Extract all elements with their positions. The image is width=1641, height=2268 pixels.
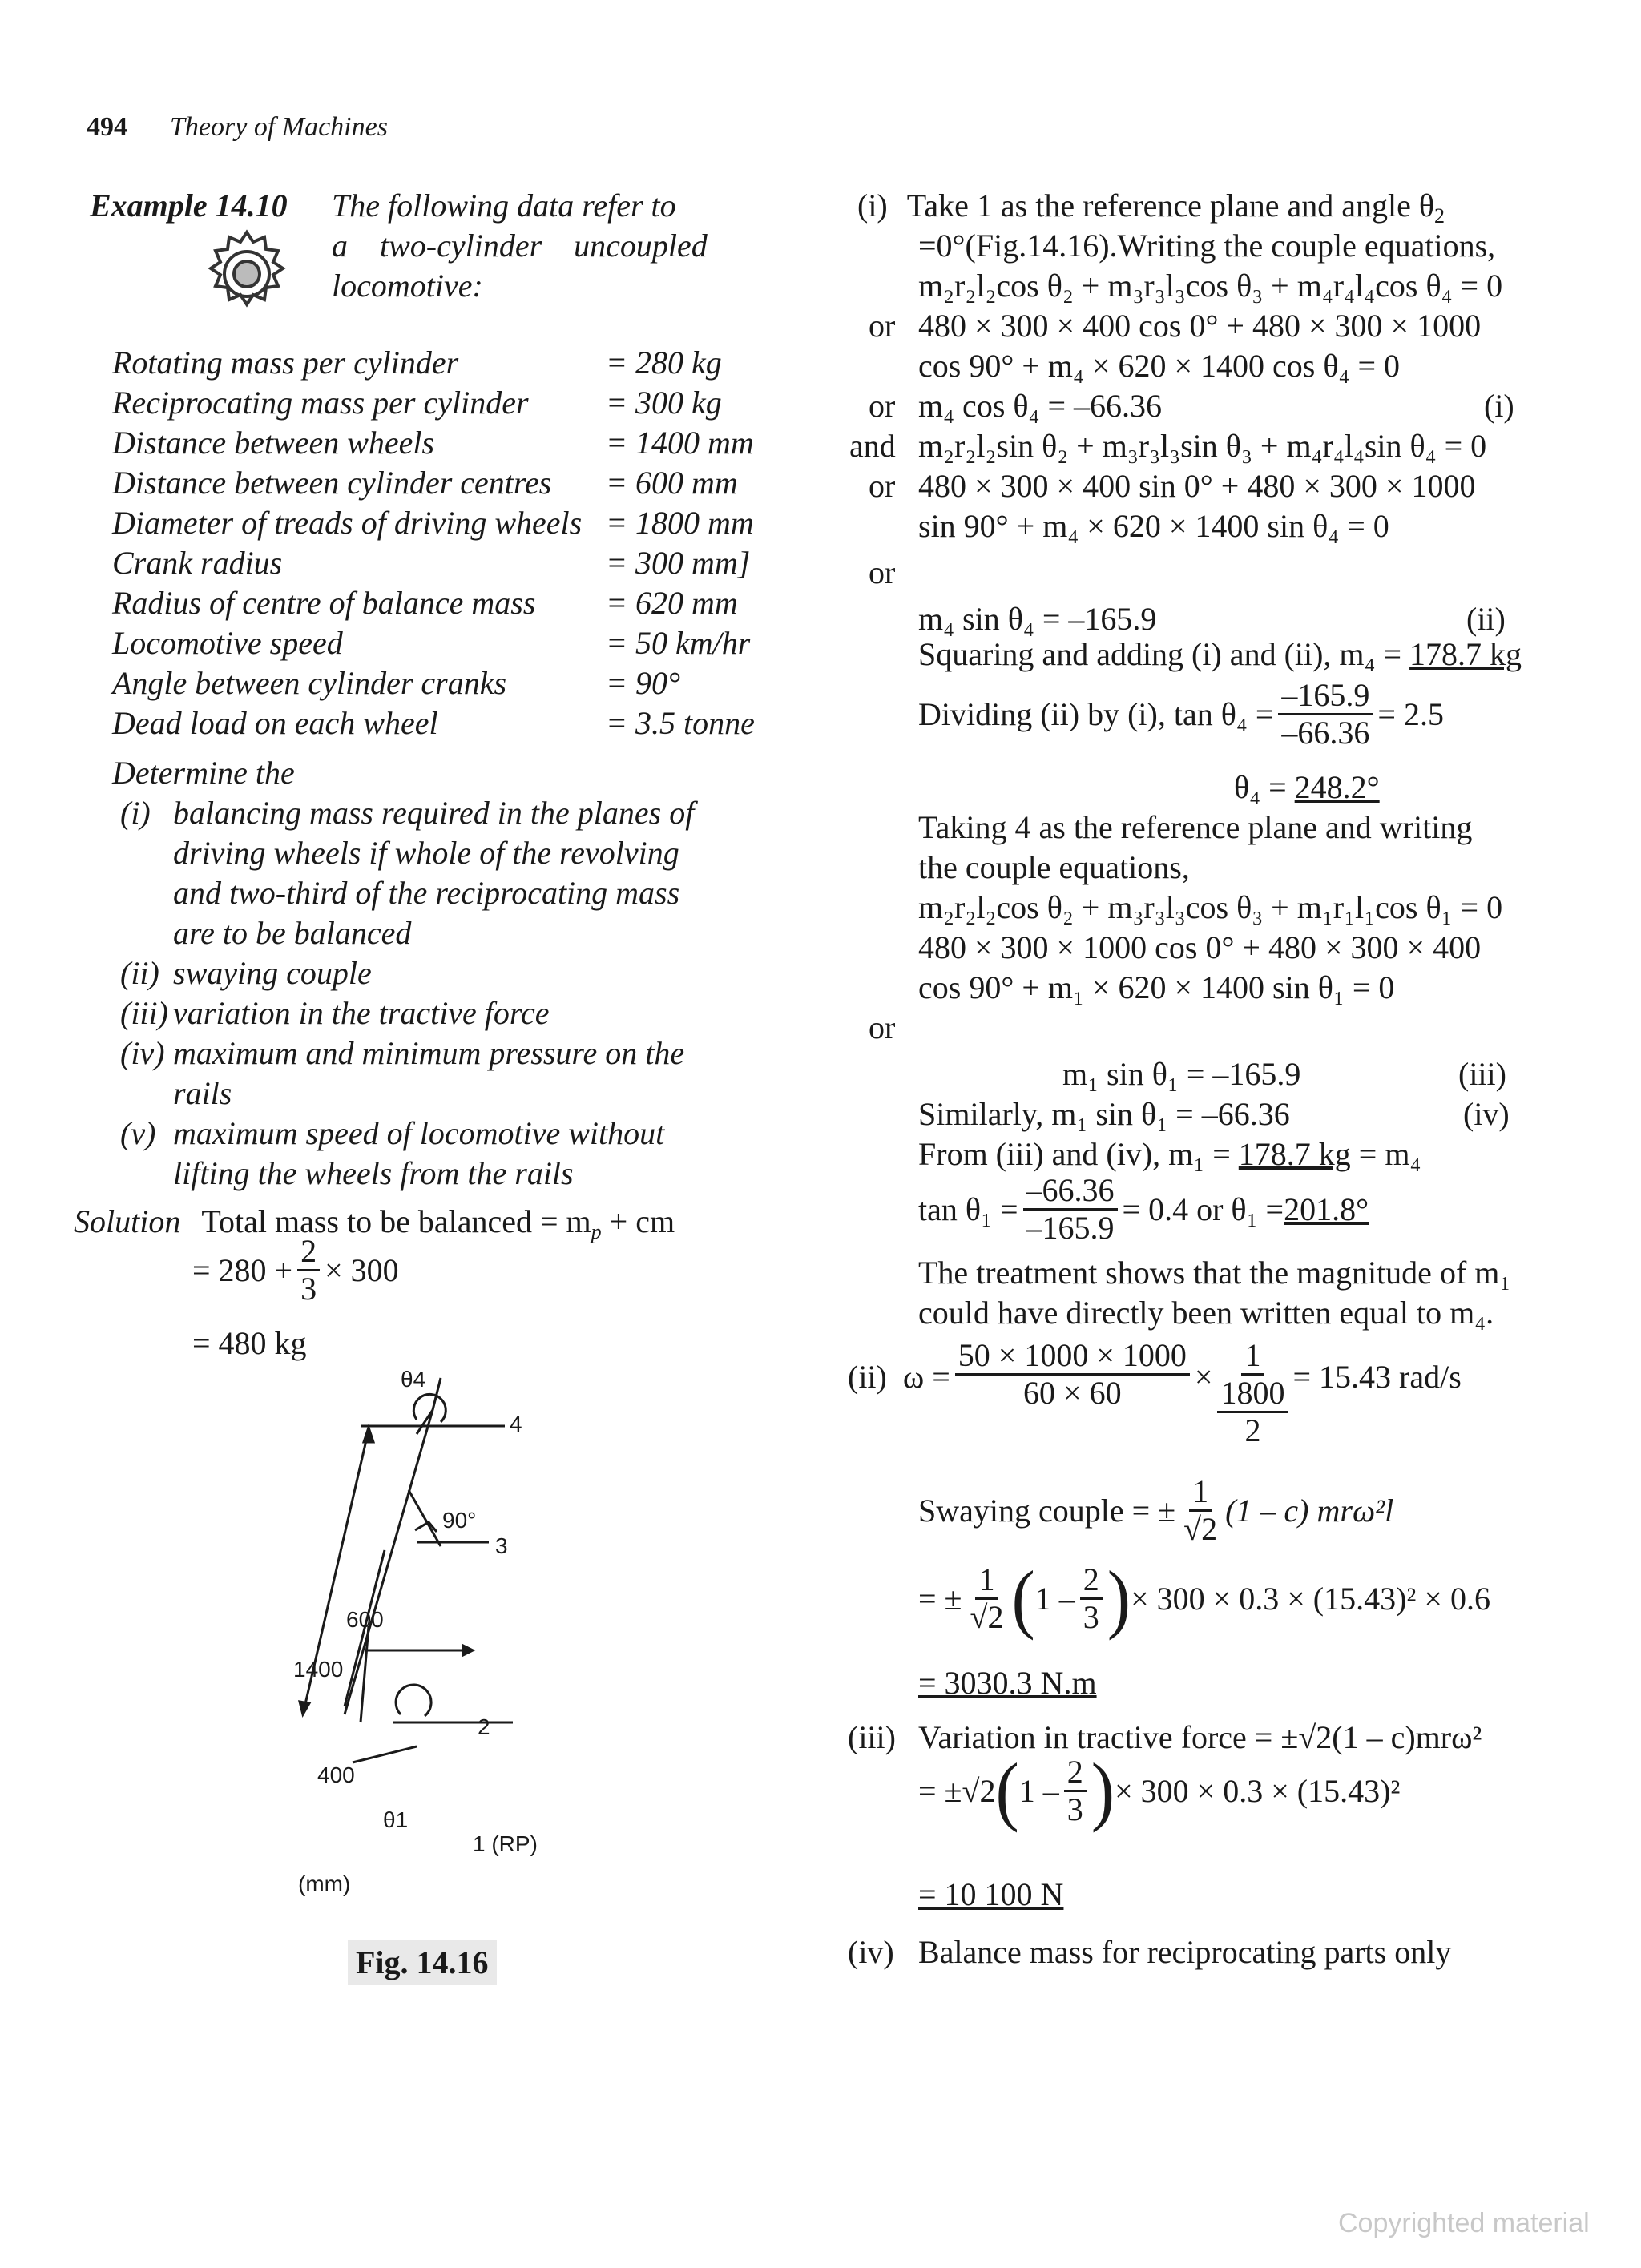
right-l7: m₂r₂l₂sin θ₂ + m₃r₃l₃sin θ₃ + m₄r₄l₄sin θ₄ = 0	[918, 428, 1487, 464]
data-row-value: = 50 km/hr	[606, 625, 751, 661]
right-l7-and: and	[849, 428, 896, 464]
right-l23-row	[918, 1134, 1421, 1174]
tan1-fraction	[1023, 1173, 1118, 1246]
label-theta4: θ4	[401, 1367, 426, 1392]
label-theta1: θ1	[383, 1807, 409, 1832]
bracket-open: (	[995, 1747, 1019, 1834]
data-row-name: Diameter of treads of driving wheels	[112, 505, 583, 541]
solution-line-3: = 480 kg	[192, 1325, 307, 1361]
example-intro-2: a two-cylinder uncoupled	[332, 228, 708, 264]
right-l10-or: or	[869, 554, 896, 590]
data-row-value: = 600 mm	[606, 465, 738, 501]
data-row-value: = 300 kg	[606, 385, 722, 421]
question-number: (i)	[120, 795, 151, 831]
right-l20-or: or	[869, 1009, 896, 1045]
frac-num: 2	[297, 1234, 320, 1271]
frac-num: –66.36	[1023, 1173, 1118, 1211]
right-l4-or: or	[869, 308, 896, 344]
right-iv-num: (iv)	[848, 1934, 894, 1970]
l13-pre: Dividing (ii) by (i), tan θ₄ =	[918, 695, 1274, 732]
right-omega-row	[848, 1338, 1462, 1448]
data-row-name: Angle between cylinder cranks	[112, 665, 507, 701]
right-l13-row	[918, 678, 1444, 751]
bracket-close: )	[1091, 1747, 1115, 1834]
omega-post: = 15.43 rad/s	[1292, 1359, 1462, 1395]
right-l5: cos 90° + m₄ × 620 × 1400 cos θ₄ = 0	[918, 348, 1401, 384]
right-l15: Taking 4 as the reference plane and writing	[918, 809, 1473, 845]
right-l17: m₂r₂l₂cos θ₂ + m₃r₃l₃cos θ₃ + m₁r₁l₁cos θ₁ = 0	[918, 889, 1503, 925]
l24-pre: tan θ₁ =	[918, 1190, 1018, 1227]
frac-num: 1	[1241, 1338, 1264, 1376]
right-l24-row	[918, 1173, 1369, 1246]
question-number: (ii)	[120, 955, 159, 991]
crank-3	[409, 1490, 441, 1546]
label-plane-2: 2	[478, 1714, 490, 1739]
right-l26: could have directly been written equal to m₄.	[918, 1295, 1494, 1331]
example-label: Example 14.10	[90, 187, 288, 224]
question-line: swaying couple	[173, 955, 372, 991]
axle-line	[345, 1410, 433, 1714]
l1-text: Take 1 as the reference plane and angle θ	[906, 187, 1434, 224]
right-iii: Variation in tractive force = ±√2(1 – c)mrω²	[918, 1719, 1482, 1755]
example-intro-1: The following data refer to	[332, 187, 676, 224]
right-l8-or: or	[869, 468, 896, 504]
question-line: lifting the wheels from the rails	[173, 1155, 574, 1191]
l1-sub: 2	[1434, 204, 1445, 228]
data-row-value: = 3.5 tonne	[606, 705, 755, 741]
label-400: 400	[317, 1762, 355, 1787]
right-l22: Similarly, m₁ sin θ₁ = –66.36	[918, 1096, 1290, 1132]
right-angle	[415, 1522, 437, 1532]
solution-fraction	[297, 1234, 320, 1307]
page-number: 494	[87, 112, 127, 142]
data-row-name: Radius of centre of balance mass	[112, 585, 536, 621]
label-plane-1: 1 (RP)	[473, 1831, 538, 1856]
iii2-in-pre: 1 –	[1018, 1772, 1059, 1809]
question-line: variation in the tractive force	[173, 995, 550, 1031]
omega-fraction-1	[955, 1338, 1190, 1411]
right-l12-row	[918, 634, 1522, 675]
l23-post: = m₄	[1350, 1136, 1421, 1172]
eq-tag-i: (i)	[1484, 388, 1514, 424]
data-row-name: Reciprocating mass per cylinder	[112, 385, 529, 421]
right-l25: The treatment shows that the magnitude of m₁	[918, 1255, 1511, 1291]
label-600: 600	[346, 1607, 384, 1632]
frac-num: 1	[1189, 1474, 1212, 1512]
determine-text: Determine the	[112, 755, 295, 791]
question-line: rails	[173, 1075, 232, 1111]
data-row-name: Crank radius	[112, 545, 283, 581]
example-intro-3: locomotive:	[332, 268, 483, 304]
sway2-post: × 300 × 0.3 × (15.43)² × 0.6	[1131, 1580, 1490, 1617]
omega-fraction-2	[1217, 1338, 1288, 1448]
sway2-in-fraction	[1080, 1562, 1103, 1635]
right-l1-row	[857, 186, 1445, 236]
data-row-value: = 300 mm]	[606, 545, 751, 581]
figure-14-16	[272, 1362, 593, 1811]
watermark: Copyrighted material	[1338, 2208, 1590, 2238]
arrow-2	[463, 1646, 473, 1655]
frac-den: 3	[1066, 1791, 1083, 1827]
solution-line-2	[192, 1234, 399, 1307]
right-l19: cos 90° + m₁ × 620 × 1400 sin θ₁ = 0	[918, 969, 1395, 1005]
right-sway2-row	[918, 1555, 1490, 1642]
right-l9: sin 90° + m₄ × 620 × 1400 sin θ₄ = 0	[918, 508, 1389, 544]
frac-den: 60 × 60	[1023, 1375, 1122, 1411]
l13-post: = 2.5	[1377, 695, 1444, 732]
theta1-result: 201.8°	[1284, 1190, 1369, 1227]
frac-den-2: 2	[1244, 1412, 1261, 1448]
label-plane-3: 3	[495, 1533, 508, 1558]
question-line: maximum speed of locomotive without	[173, 1115, 665, 1151]
right-iii-num: (iii)	[848, 1719, 896, 1755]
tan4-fraction	[1278, 678, 1373, 751]
data-row-value: = 1400 mm	[606, 425, 754, 461]
right-l14-row	[1234, 767, 1380, 808]
gear-icon	[199, 226, 295, 322]
l12-text: Squaring and adding (i) and (ii), m₄ =	[918, 636, 1410, 672]
frac-den: 3	[300, 1271, 317, 1307]
right-l6: m₄ cos θ₄ = –66.36	[918, 388, 1163, 424]
arc-theta1	[396, 1685, 431, 1716]
running-title: Theory of Machines	[170, 112, 388, 142]
right-l3: m₂r₂l₂cos θ₂ + m₃r₃l₃cos θ₃ + m₄r₄l₄cos θ₄ = 0	[918, 268, 1503, 304]
eq-tag-ii: (ii)	[1466, 601, 1506, 637]
data-row-name: Locomotive speed	[112, 625, 343, 661]
solution-l2-post: × 300	[325, 1251, 399, 1288]
data-row-name: Distance between wheels	[112, 425, 435, 461]
num-ii: (ii)	[848, 1359, 887, 1395]
frac-den: 1800	[1217, 1376, 1288, 1413]
data-row-name: Rotating mass per cylinder	[112, 344, 459, 381]
frac-den: –165.9	[1026, 1210, 1115, 1246]
frac-num: 2	[1080, 1562, 1103, 1600]
right-l4: 480 × 300 × 400 cos 0° + 480 × 300 × 1000	[918, 308, 1482, 344]
question-number: (v)	[120, 1115, 156, 1151]
iii2-pre: = ±√2	[918, 1772, 996, 1809]
question-number: (iii)	[120, 995, 168, 1031]
sway-post: (1 – c) mrω²l	[1225, 1492, 1394, 1529]
label-plane-4: 4	[510, 1412, 522, 1436]
right-l21: m₁ sin θ₁ = –165.9	[1062, 1056, 1301, 1092]
right-l11: m₄ sin θ₄ = –165.9	[918, 601, 1157, 637]
eq-tag-iv: (iv)	[1463, 1096, 1510, 1132]
omega-times: ×	[1194, 1359, 1213, 1395]
right-sway-row	[918, 1474, 1393, 1547]
solution-end: + cm	[601, 1203, 675, 1239]
eq-tag-iii: (iii)	[1458, 1056, 1506, 1092]
sway2-in-pre: 1 –	[1034, 1580, 1075, 1617]
solution-label: Solution	[74, 1203, 181, 1239]
sway2-fraction	[967, 1562, 1007, 1635]
right-l6-or: or	[869, 388, 896, 424]
omega-pre: ω =	[902, 1359, 950, 1395]
iii2-fraction	[1064, 1754, 1087, 1827]
bracket-open: (	[1011, 1555, 1035, 1642]
data-row-value: = 1800 mm	[606, 505, 754, 541]
sway-pre: Swaying couple = ±	[918, 1492, 1176, 1529]
data-row-name: Dead load on each wheel	[112, 705, 438, 741]
label-unit: (mm)	[298, 1871, 351, 1896]
right-iii3: = 10 100 N	[918, 1876, 1064, 1912]
sway-fraction	[1180, 1474, 1220, 1547]
l23-pre: From (iii) and (iv), m₁ =	[918, 1136, 1239, 1172]
frac-den: √2	[1183, 1511, 1218, 1547]
question-line: maximum and minimum pressure on the	[173, 1035, 685, 1071]
sway2-pre: = ±	[918, 1580, 962, 1617]
solution-l2-pre: = 280 +	[192, 1251, 293, 1288]
right-iv: Balance mass for reciprocating parts only	[918, 1934, 1452, 1970]
data-row-value: = 90°	[606, 665, 680, 701]
question-number: (iv)	[120, 1035, 165, 1071]
question-line: driving wheels if whole of the revolving	[173, 835, 679, 871]
right-l16: the couple equations,	[918, 849, 1190, 885]
data-row-value: = 620 mm	[606, 585, 738, 621]
num-i: (i)	[857, 187, 888, 224]
question-line: are to be balanced	[173, 915, 412, 951]
m1-result: 178.7 kg	[1238, 1136, 1351, 1172]
figure-caption	[348, 1944, 497, 1981]
label-1400: 1400	[293, 1657, 344, 1682]
label-90: 90°	[442, 1508, 477, 1533]
m4-result: 178.7 kg	[1409, 636, 1522, 672]
solution-sub: p	[591, 1220, 602, 1243]
l24-mid: = 0.4 or θ₁ =	[1122, 1190, 1284, 1227]
theta4-result: 248.2°	[1294, 769, 1380, 805]
right-l18: 480 × 300 × 1000 cos 0° + 480 × 300 × 400	[918, 929, 1482, 965]
iii2-post: × 300 × 0.3 × (15.43)²	[1115, 1772, 1401, 1809]
l14-text: θ₄ =	[1234, 769, 1295, 805]
frac-num: 1	[975, 1562, 998, 1600]
figure-caption-text: Fig. 14.16	[348, 1940, 497, 1985]
right-sway3: = 3030.3 N.m	[918, 1665, 1097, 1701]
frac-den: –66.36	[1281, 715, 1370, 751]
frac-den: 3	[1083, 1599, 1099, 1635]
right-iii2-row	[918, 1747, 1401, 1834]
data-row-value: = 280 kg	[606, 344, 722, 381]
frac-num: 2	[1064, 1754, 1087, 1792]
data-row-name: Distance between cylinder centres	[112, 465, 552, 501]
frac-num: 50 × 1000 × 1000	[955, 1338, 1190, 1376]
right-l8: 480 × 300 × 400 sin 0° + 480 × 300 × 1000	[918, 468, 1476, 504]
frac-num: –165.9	[1278, 678, 1373, 715]
bracket-close: )	[1107, 1555, 1131, 1642]
right-l2: =0°(Fig.14.16).Writing the couple equations,	[918, 228, 1496, 264]
solution-total-text: Total mass to be balanced = m	[201, 1203, 591, 1239]
frac-den: √2	[970, 1599, 1004, 1635]
question-line: and two-third of the reciprocating mass	[173, 875, 680, 911]
question-line: balancing mass required in the planes of	[173, 795, 695, 831]
